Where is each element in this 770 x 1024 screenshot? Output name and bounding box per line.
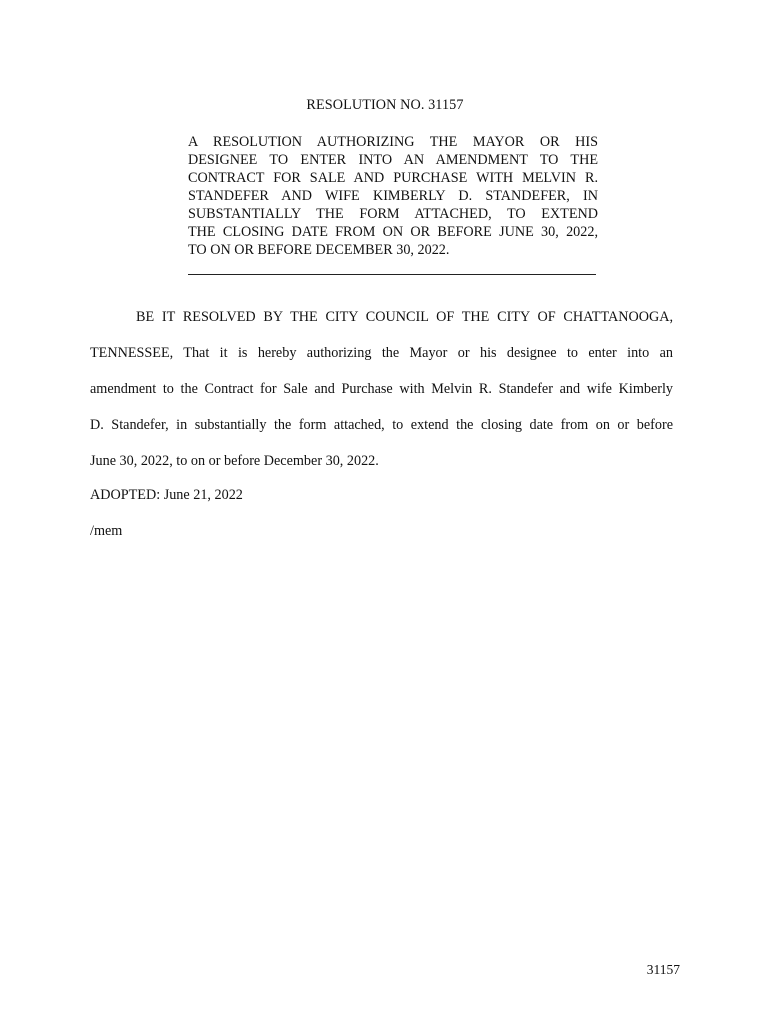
body-line: D. Standefer, in substantially the form attached, to extend the closing date from on or before <box>90 417 673 433</box>
caption-line: TO ON OR BEFORE DECEMBER 30, 2022. <box>188 242 450 258</box>
caption-line: DESIGNEE TO ENTER INTO AN AMENDMENT TO THE <box>188 152 598 168</box>
page-number: 31157 <box>646 962 680 977</box>
caption-line: CONTRACT FOR SALE AND PURCHASE WITH MELVIN R. <box>188 170 598 186</box>
adopted-date: ADOPTED: June 21, 2022 <box>90 487 243 503</box>
typist-initials: /mem <box>90 523 123 539</box>
caption-line: THE CLOSING DATE FROM ON OR BEFORE JUNE 30, 2022, <box>188 224 598 240</box>
body-line: BE IT RESOLVED BY THE CITY COUNCIL OF THE CITY OF CHATTANOOGA, <box>136 309 673 325</box>
caption-line: A RESOLUTION AUTHORIZING THE MAYOR OR HIS <box>188 134 598 150</box>
resolution-caption <box>188 133 598 259</box>
caption-line: SUBSTANTIALLY THE FORM ATTACHED, TO EXTEND <box>188 206 598 222</box>
resolution-body <box>90 307 673 487</box>
body-line: amendment to the Contract for Sale and Purchase with Melvin R. Standefer and wife Kimberly <box>90 381 673 397</box>
body-line: June 30, 2022, to on or before December 30, 2022. <box>90 453 379 469</box>
caption-underline-rule <box>188 274 596 275</box>
caption-line: STANDEFER AND WIFE KIMBERLY D. STANDEFER, IN <box>188 188 598 204</box>
resolution-title: RESOLUTION NO. 31157 <box>306 97 464 113</box>
body-line: TENNESSEE, That it is hereby authorizing the Mayor or his designee to enter into an <box>90 345 673 361</box>
